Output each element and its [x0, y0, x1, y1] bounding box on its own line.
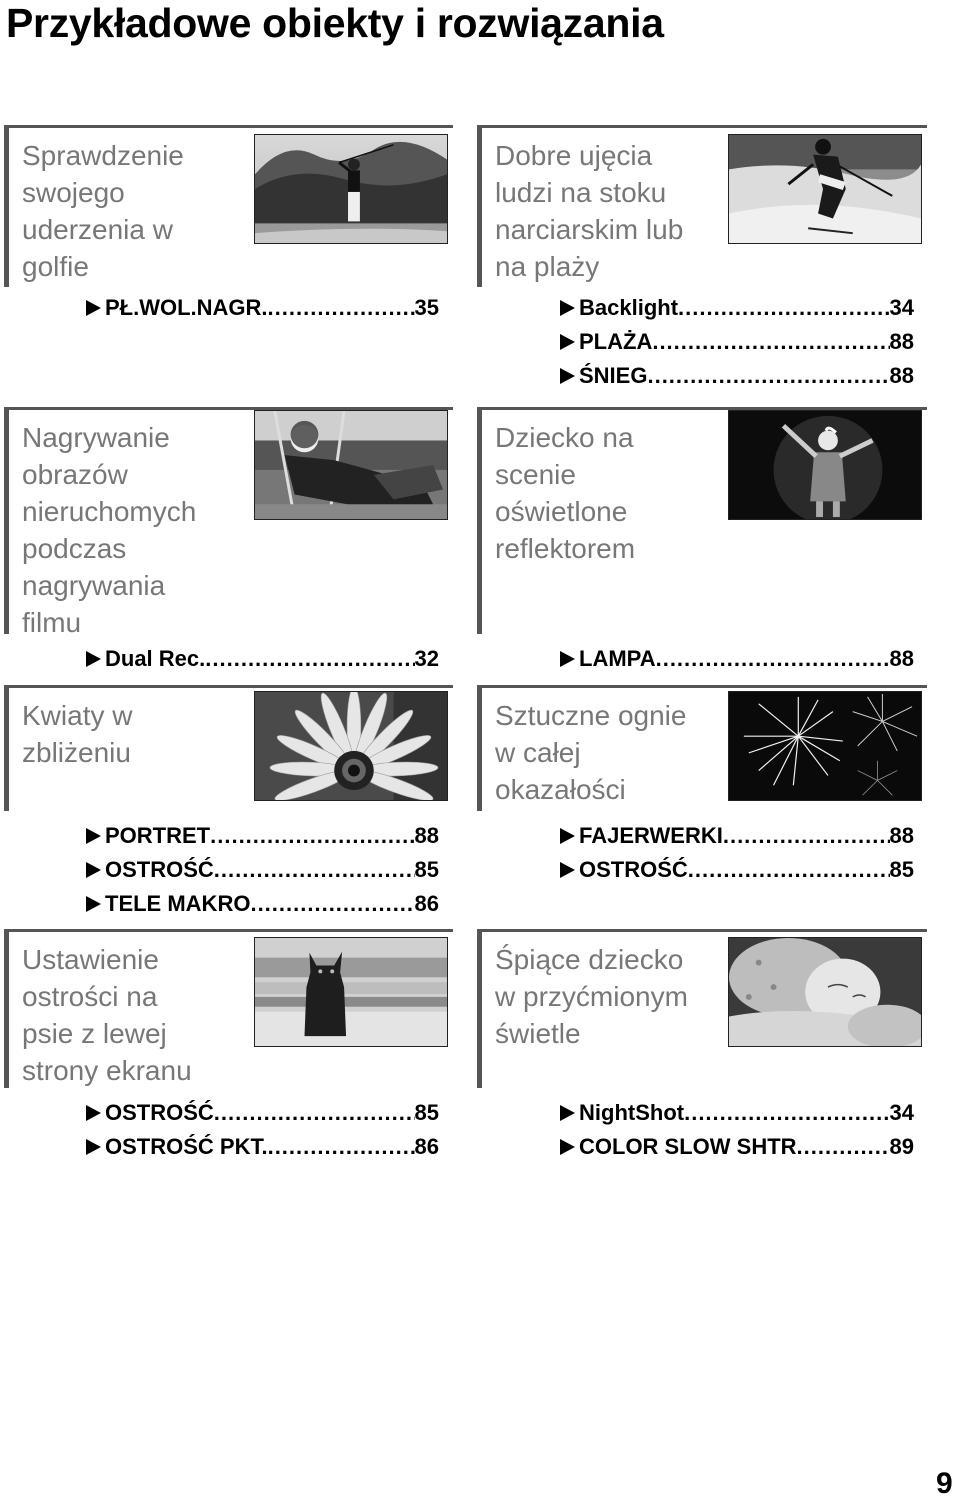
reference-list	[560, 1096, 914, 1164]
stage-child-photo	[728, 410, 922, 520]
ref-ostrosc-3[interactable]: OSTROŚĆ ..... 85	[560, 853, 914, 887]
subject-text: Ustawienie ostrości na psie z lewej strony ekranu	[22, 944, 192, 1086]
section-divider	[4, 125, 453, 128]
triangle-arrow-icon	[86, 828, 101, 844]
section-side-rule	[477, 125, 482, 287]
section-side-rule	[477, 929, 482, 1088]
triangle-arrow-icon	[560, 1139, 575, 1155]
reference-list	[86, 291, 439, 325]
page-title: Przykładowe obiekty i rozwiązania	[6, 0, 664, 46]
flower-photo	[254, 691, 448, 801]
section-side-rule	[477, 407, 482, 634]
subject-text: Dziecko na scenie oświetlone reflektorem	[495, 422, 636, 564]
section-divider	[4, 685, 453, 688]
triangle-arrow-icon	[86, 1139, 101, 1155]
ref-snieg[interactable]: ŚNIEG ..... 88	[560, 359, 914, 393]
reference-list	[560, 819, 914, 887]
fireworks-photo	[728, 691, 922, 801]
ref-fajerwerki[interactable]: FAJERWERKI ..... 88	[560, 819, 914, 853]
triangle-arrow-icon	[560, 651, 575, 667]
ref-lampa[interactable]: LAMPA ..... 88	[560, 642, 914, 676]
leader-dots	[214, 1096, 415, 1130]
ref-backlight[interactable]: Backlight ..... 34	[560, 291, 914, 325]
subject-text: Sztuczne ognie w całej okazałości	[495, 700, 687, 805]
reference-list	[86, 819, 439, 921]
leader-dots	[678, 291, 889, 325]
leader-dots	[268, 291, 415, 325]
ref-nightshot[interactable]: NightShot ..... 34	[560, 1096, 914, 1130]
triangle-arrow-icon	[560, 828, 575, 844]
ref-color-slow-shtr[interactable]: COLOR SLOW SHTR ..... 89	[560, 1130, 914, 1164]
section-side-rule	[4, 125, 9, 287]
leader-dots	[723, 819, 890, 853]
section-side-rule	[4, 685, 9, 811]
ref-tele-makro[interactable]: TELE MAKRO ..... 86	[86, 887, 439, 921]
ref-ostrosc-pkt[interactable]: OSTROŚĆ PKT. ..... 86	[86, 1130, 439, 1164]
ref-ostrosc-2[interactable]: OSTROŚĆ ..... 85	[86, 1096, 439, 1130]
section-divider	[477, 685, 927, 688]
triangle-arrow-icon	[560, 334, 575, 350]
triangle-arrow-icon	[86, 651, 101, 667]
section-side-rule	[477, 685, 482, 811]
triangle-arrow-icon	[560, 862, 575, 878]
leader-dots	[250, 887, 414, 921]
section-divider	[477, 125, 927, 128]
triangle-arrow-icon	[560, 300, 575, 316]
triangle-arrow-icon	[86, 862, 101, 878]
ref-pl-wol-nagr[interactable]: PŁ.WOL.NAGR. ..... 35	[86, 291, 439, 325]
section-side-rule	[4, 929, 9, 1088]
subject-text: Nagrywanie obrazów nieruchomych podczas nagrywania filmu	[22, 422, 197, 638]
subject-text: Kwiaty w zbliżeniu	[22, 700, 133, 768]
section-divider	[4, 929, 453, 932]
page-number: 9	[936, 1467, 953, 1500]
leader-dots	[652, 325, 889, 359]
triangle-arrow-icon	[86, 300, 101, 316]
leader-dots	[656, 642, 890, 676]
triangle-arrow-icon	[86, 1105, 101, 1121]
leader-dots	[210, 819, 414, 853]
ref-ostrosc[interactable]: OSTROŚĆ ..... 85	[86, 853, 439, 887]
leader-dots	[647, 359, 889, 393]
section-divider	[477, 929, 927, 932]
section-side-rule	[4, 407, 9, 634]
triangle-arrow-icon	[560, 368, 575, 384]
skier-photo	[728, 134, 922, 244]
sleeping-baby-photo	[728, 937, 922, 1047]
leader-dots	[268, 1130, 415, 1164]
golfer-photo	[254, 134, 448, 244]
subject-text: Sprawdzenie swojego uderzenia w golfie	[22, 140, 184, 282]
triangle-arrow-icon	[86, 896, 101, 912]
subject-text: Śpiące dziecko w przyćmionym świetle	[495, 944, 688, 1049]
leader-dots	[214, 853, 415, 887]
subject-text: Dobre ujęcia ludzi na stoku narciarskim lub na plaży	[495, 140, 684, 282]
reference-list	[560, 291, 914, 393]
leader-dots	[205, 642, 414, 676]
reference-list	[86, 642, 439, 676]
reference-list	[86, 1096, 439, 1164]
ref-plaza[interactable]: PLAŻA ..... 88	[560, 325, 914, 359]
leader-dots	[684, 1096, 889, 1130]
swing-child-photo	[254, 410, 448, 520]
leader-dots	[797, 1130, 890, 1164]
triangle-arrow-icon	[560, 1105, 575, 1121]
dog-photo	[254, 937, 448, 1047]
ref-portret[interactable]: PORTRET ..... 88	[86, 819, 439, 853]
leader-dots	[688, 853, 890, 887]
reference-list	[560, 642, 914, 676]
ref-dual-rec[interactable]: Dual Rec. ..... 32	[86, 642, 439, 676]
